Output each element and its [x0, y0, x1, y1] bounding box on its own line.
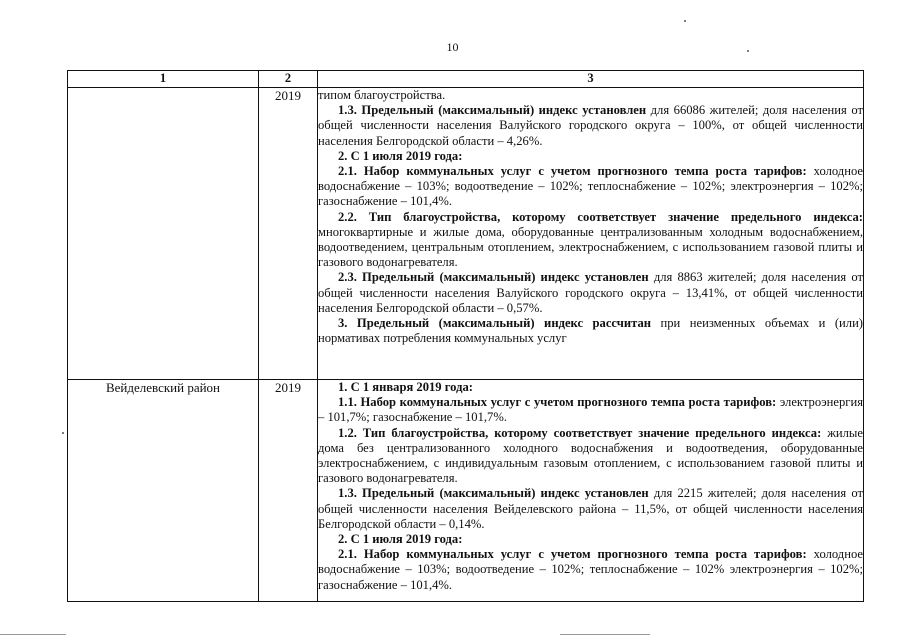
- paragraph: 2.2. Тип благоустройства, которому соответствует значение предельного индекса: многоквартирные и жилые дома, оборудованные централизованным холодным водоснабжением, водоотведением, центральным отоплением, электроснабжением, с использованием газовой плиты и газового водонагревателя.: [318, 209, 863, 270]
- scan-speck: [684, 20, 686, 22]
- paragraph: 1.3. Предельный (максимальный) индекс установлен для 2215 жителей; доля населения от общей численности населения Вейделевского района – 11,5%, от общей численности населения Белгородской области – 0,14%.: [318, 486, 863, 531]
- paragraph: 2. С 1 июля 2019 года:: [338, 148, 463, 163]
- paragraph: 3. Предельный (максимальный) индекс рассчитан при неизменных объемах и (или) нормативах потребления коммунальных услуг: [318, 316, 863, 346]
- description-cell: [318, 380, 864, 602]
- paragraph: 1.3. Предельный (максимальный) индекс установлен для 66086 жителей; доля населения от общей численности населения Валуйского городского округа – 100%, от общей численности населения Белгородской области – 4,26%.: [318, 103, 863, 148]
- scan-edge-line: [560, 634, 650, 635]
- table-header-row: [68, 71, 864, 88]
- paragraph: 1.1. Набор коммунальных услуг с учетом прогнозного темпа роста тарифов: электроэнергия – 101,7%; газоснабжение – 101,7%.: [318, 395, 863, 425]
- description-cell: [318, 88, 864, 380]
- paragraph: 2.1. Набор коммунальных услуг с учетом прогнозного темпа роста тарифов: холодное водоснабжение – 103%; водоотведение – 102%; теплоснабжение – 102% электроэнергия – 102%; газоснабжение – 101,4%.: [318, 547, 863, 592]
- tariff-table: [67, 70, 864, 602]
- year-cell: 2019: [259, 380, 318, 602]
- district-cell: Вейделевский район: [68, 380, 259, 602]
- scan-speck: [62, 432, 64, 434]
- paragraph: 1.2. Тип благоустройства, которому соответствует значение предельного индекса: жилые дома без централизованного холодного водоснабжения и водоотведения, оборудованные электроснабжением, с индивидуальным газовым отоплением, с использованием газовой плиты и газового водонагревателя.: [318, 425, 863, 486]
- paragraph: 1. С 1 января 2019 года:: [338, 380, 473, 394]
- paragraph: 2. С 1 июля 2019 года:: [338, 532, 463, 547]
- paragraph: 2.3. Предельный (максимальный) индекс установлен для 8863 жителей; доля населения от общей численности населения Валуйского городского округа – 13,41%, от общей численности населения Белгородской области – 0,57%.: [318, 270, 863, 315]
- header-col-2: 2: [259, 71, 318, 88]
- scan-speck: [747, 50, 749, 52]
- page-number: 10: [446, 40, 459, 54]
- header-col-1: 1: [68, 71, 259, 88]
- header-col-3: 3: [318, 71, 864, 88]
- table-row: [68, 380, 864, 602]
- table-row: [68, 88, 864, 380]
- paragraph: 2.1. Набор коммунальных услуг с учетом прогнозного темпа роста тарифов: холодное водоснабжение – 103%; водоотведение – 102%; теплоснабжение – 102%; электроэнергия – 102%; газоснабжение – 101,4%.: [318, 164, 863, 209]
- paragraph: типом благоустройства.: [318, 88, 446, 102]
- scan-edge-line: [0, 634, 66, 635]
- year-cell: 2019: [259, 88, 318, 380]
- district-cell: [68, 88, 259, 380]
